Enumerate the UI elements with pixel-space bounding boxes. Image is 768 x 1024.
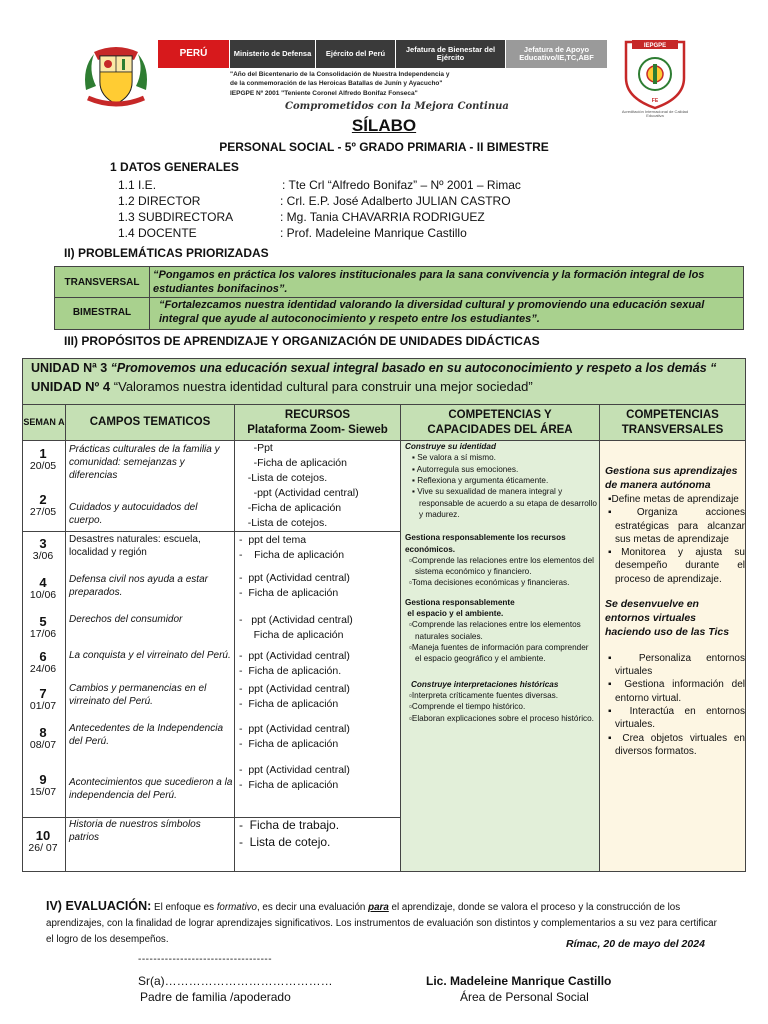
col-transversales-line2: TRANSVERSALES xyxy=(621,423,724,436)
datos-label: 1.2 DIRECTOR xyxy=(118,194,201,208)
units-table xyxy=(22,358,746,872)
week-number: 6 xyxy=(39,649,47,664)
motto: Comprometidos con la Mejora Continua xyxy=(285,101,509,112)
evaluacion-text: para xyxy=(368,902,389,913)
week-number: 10 xyxy=(35,828,51,843)
week-cell xyxy=(23,726,63,752)
transversal-label: TRANSVERSAL xyxy=(64,277,140,288)
transversal-item: ▪ Crea objetos virtuales en diversos formatos. xyxy=(608,732,745,757)
week-date: 24/06 xyxy=(29,663,57,676)
datos-value: : Mg. Tania CHAVARRIA RODRIGUEZ xyxy=(280,210,485,224)
transversal-item: ▪Monitorea y ajusta su desempeño durante el proceso de aprendizaje. xyxy=(608,547,745,585)
topic-item: Prácticas culturales de la familia y comunidad: semejanzas y diferencias xyxy=(69,444,220,482)
col-campos: CAMPOS TEMATICOS xyxy=(66,405,234,441)
transversal-item: ▪ Interactúa en entornos virtuales. xyxy=(608,706,745,731)
datos-label: 1.1 I.E. xyxy=(118,178,157,192)
topic-item: Historia de nuestros símbolos patrios xyxy=(69,819,201,844)
institutional-banner xyxy=(158,40,608,68)
bimestral-label: BIMESTRAL xyxy=(72,307,132,318)
evaluacion-text: el aprendizaje, donde se valora el proceso y la construcción de los aprendizajes, con la finalidad de lograr aprendizajes significativos. Los instrumentos de evaluación son distintos y complementarios a su vez para certificar el logro de los desempeños. xyxy=(46,902,717,945)
logo-right-fe: FE xyxy=(651,98,659,104)
evaluacion-heading: IV) EVALUACIÓN: xyxy=(46,899,152,913)
week-number: 4 xyxy=(39,575,47,590)
year-line-1: "Año del Bicentenario de la Consolidación de Nuestra Independencia y xyxy=(230,71,450,78)
week-date: 15/07 xyxy=(29,786,57,799)
week-cell xyxy=(23,773,63,799)
iepgpe-school-logo xyxy=(618,36,692,126)
week-number: 3 xyxy=(39,536,47,551)
evaluacion-text: , es decir una evaluación xyxy=(256,902,369,913)
col-transversales-line1: COMPETENCIAS xyxy=(626,409,719,422)
week-number: 5 xyxy=(39,614,47,629)
propositos-heading: III) PROPÓSITOS DE APRENDIZAJE Y ORGANIZACIÓN DE UNIDADES DIDÁCTICAS xyxy=(64,334,540,348)
transversal-item: ▪ Personaliza entornos virtuales xyxy=(608,652,745,678)
week-date: 10/06 xyxy=(29,589,57,602)
resource-list: -Ppt -Ficha de aplicación -Lista de cotejos. -ppt (Actividad central) -Ficha de aplicación -Lista de cotejos. xyxy=(247,442,359,529)
transversal-text: “Pongamos en práctica los valores institucionales para la sana convivencia y la formación integral de los estudiantes bonifacinos”. xyxy=(153,269,705,295)
col-competencias-line1: COMPETENCIAS Y xyxy=(448,409,552,422)
divider xyxy=(599,405,600,871)
datos-label: 1.4 DOCENTE xyxy=(118,226,197,240)
resource-list: - ppt (Actividad central) Ficha de aplicación xyxy=(239,614,353,641)
evaluacion-text: El enfoque es xyxy=(151,902,217,913)
week-date: 20/05 xyxy=(29,460,57,473)
capacidad-item: ▪ Reflexiona y argumenta éticamente. xyxy=(412,475,549,485)
capacidad-item: ▫Comprende las relaciones entre los elementos del sistema económico y financiero. xyxy=(409,555,594,577)
transversal-title: Gestiona sus aprendizajes de manera autónoma xyxy=(605,465,738,491)
week-number: 9 xyxy=(39,772,47,787)
year-line-2: de la conmemoración de las Heroicas Batallas de Junín y Ayacucho" xyxy=(230,80,443,87)
topic-item: Derechos del consumidor xyxy=(69,614,183,625)
datos-heading: 1 DATOS GENERALES xyxy=(110,160,239,174)
capacidad-item: ▫Maneja fuentes de información para comprender el espacio geográfico y el ambiente. xyxy=(409,643,589,664)
topic-item: La conquista y el virreinato del Perú. xyxy=(69,650,231,661)
unit-3-text: “Promovemos una educación sexual integral basado en su autoconocimiento y respeto a los demás “ xyxy=(110,361,717,375)
problematicas-table xyxy=(54,266,744,330)
col-competencias xyxy=(401,405,599,441)
resource-list: - ppt (Actividad central) - Ficha de aplicación xyxy=(239,764,350,791)
divider xyxy=(400,405,401,871)
week-number: 2 xyxy=(39,492,47,507)
week-number: 7 xyxy=(39,686,47,701)
banner-peru: PERÚ xyxy=(158,40,230,68)
banner-jefatura-bienestar: Jefatura de Bienestar del Ejército xyxy=(396,40,506,68)
resource-list: - ppt (Actividad central) - Ficha de aplicación. xyxy=(239,650,350,677)
evaluacion-text: formativo xyxy=(216,902,257,913)
week-cell xyxy=(23,493,63,519)
school-line: IEPGPE Nº 2001 "Teniente Coronel Alfredo Bonifaz Fonseca" xyxy=(230,90,418,97)
page-subtitle: PERSONAL SOCIAL - 5º GRADO PRIMARIA - II BIMESTRE xyxy=(219,140,549,154)
unit-3-label: UNIDAD Nª 3 xyxy=(31,361,108,375)
week-number: 1 xyxy=(39,446,47,461)
capacidad-item: ▪ Vive su sexualidad de manera integral y responsable de acuerdo a su etapa de desarrollo y madurez. xyxy=(412,487,597,519)
logo-right-caption: Acreditación Internacional de Calidad Educativa xyxy=(621,110,689,119)
transversales-block xyxy=(605,465,745,758)
datos-value: : Prof. Madeleine Manrique Castillo xyxy=(280,226,467,240)
transversal-item: ▪Organiza acciones estratégicas para alcanzar sus metas de aprendizaje xyxy=(608,507,745,545)
capacidad-item: ▫Comprende las relaciones entre los elementos naturales sociales. xyxy=(409,620,581,641)
topic-item: Acontecimientos que sucedieron a la independencia del Perú. xyxy=(69,777,233,802)
topic-item: Defensa civil nos ayuda a estar preparados. xyxy=(69,574,208,599)
transversal-title: Se desenvuelve en entornos virtuales haciendo uso de las Tics xyxy=(605,597,730,638)
col-recursos-line1: RECURSOS xyxy=(284,409,351,422)
week-date: 26/ 07 xyxy=(28,842,58,855)
topic-item: Desastres naturales: escuela, localidad y región xyxy=(69,534,201,559)
units-header xyxy=(23,359,745,405)
transversal-item: ▪Define metas de aprendizaje xyxy=(608,493,739,505)
teacher-signature-role: Área de Personal Social xyxy=(460,990,589,1004)
resource-list: - ppt (Actividad central) - Ficha de aplicación xyxy=(239,572,350,599)
topic-item: Cambios y permanencias en el virreinato del Perú. xyxy=(69,683,207,708)
week-date: 01/07 xyxy=(29,700,57,713)
teacher-signature-name: Lic. Madeleine Manrique Castillo xyxy=(426,974,612,988)
week-date: 27/05 xyxy=(29,506,57,519)
unit-4-line xyxy=(31,379,533,394)
resource-list: - ppt del tema - Ficha de aplicación xyxy=(239,534,345,561)
competencia-title: Gestiona responsablemente xyxy=(405,597,515,607)
datos-label: 1.3 SUBDIRECTORA xyxy=(118,210,234,224)
peru-coat-of-arms-logo xyxy=(78,38,154,114)
week-cell xyxy=(23,687,63,713)
week-cell xyxy=(23,576,63,602)
competencia-title: Gestiona responsablemente los recursos económicos. xyxy=(405,533,566,554)
capacidad-item: ▫Comprende el tiempo histórico. xyxy=(409,702,526,712)
week-date: 17/06 xyxy=(29,628,57,641)
logo-right-label: IEPGPE xyxy=(643,43,667,49)
datos-value: : Crl. E.P. José Adalberto JULIAN CASTRO xyxy=(280,194,511,208)
parent-signature-name: Sr(a)…………………………………… xyxy=(138,974,333,988)
week-cell xyxy=(23,615,63,641)
col-semana: SEMAN A xyxy=(23,405,65,441)
topic-item: Antecedentes de la Independencia del Perú. xyxy=(69,723,224,748)
divider xyxy=(149,267,150,329)
week-cell xyxy=(23,829,63,855)
week-number: 8 xyxy=(39,725,47,740)
capacidad-item: ▫Interpreta críticamente fuentes diversas. xyxy=(409,690,558,700)
week-cell xyxy=(23,447,63,473)
transversal-item: ▪ Gestiona información del entorno virtual. xyxy=(608,679,745,704)
capacidad-item: ▪ Se valora a sí mismo. xyxy=(412,453,496,463)
divider xyxy=(23,531,400,532)
unit-4-text: “Valoramos nuestra identidad cultural para construir una mejor sociedad” xyxy=(113,379,533,394)
competencia-title: Construye su identidad xyxy=(405,442,496,451)
resource-list: - ppt (Actividad central) - Ficha de aplicación xyxy=(239,723,350,750)
col-transversales xyxy=(600,405,745,441)
bimestral-text: “Fortalezcamos nuestra identidad valorando la diversidad cultural y promoviendo una educación sexual integral que ayude al autoconocimiento y respeto entre los estudiantes”. xyxy=(159,299,705,325)
datos-value: : Tte Crl “Alfredo Bonifaz” – Nº 2001 – Rimac xyxy=(282,178,521,192)
week-cell xyxy=(23,537,63,563)
parent-signature-role: Padre de familia /apoderado xyxy=(140,990,291,1004)
document-date: Rímac, 20 de mayo del 2024 xyxy=(566,938,705,950)
resource-list: - ppt (Actividad central) - Ficha de aplicación xyxy=(239,683,350,710)
topic-item: Cuidados y autocuidados del cuerpo. xyxy=(69,502,198,527)
competencias-block xyxy=(405,441,597,724)
signature-line: ----------------------------------- xyxy=(138,954,273,965)
col-recursos xyxy=(235,405,400,441)
problematicas-heading: II) PROBLEMÁTICAS PRIORIZADAS xyxy=(64,246,269,260)
banner-jefatura-apoyo: Jefatura de Apoyo Educativo/IE,TC,ABF xyxy=(506,40,608,68)
capacidad-item: ▫Elaboran explicaciones sobre el proceso histórico. xyxy=(409,713,594,723)
unit-3-line xyxy=(31,361,716,375)
resource-list: - Ficha de trabajo. - Lista de cotejo. xyxy=(239,818,340,850)
competencia-title: Construye interpretaciones históricas xyxy=(411,679,559,689)
week-date: 3/06 xyxy=(32,550,54,563)
week-date: 08/07 xyxy=(29,739,57,752)
divider xyxy=(55,297,743,298)
divider xyxy=(65,405,66,871)
page-title: SÍLABO xyxy=(351,116,417,135)
capacidad-item: ▪ Autorregula sus emociones. xyxy=(412,464,519,474)
col-recursos-line2: Plataforma Zoom- Sieweb xyxy=(247,423,388,436)
week-cell xyxy=(23,650,63,676)
unit-4-label: UNIDAD Nº 4 xyxy=(31,379,111,394)
competencia-title: el espacio y el ambiente. xyxy=(405,609,504,619)
capacidad-item: ▫Toma decisiones económicas y financieras. xyxy=(409,578,570,588)
col-competencias-line2: CAPACIDADES DEL ÁREA xyxy=(427,423,573,436)
banner-ministerio: Ministerio de Defensa xyxy=(230,40,316,68)
divider xyxy=(234,405,235,871)
banner-ejercito: Ejército del Perú xyxy=(316,40,396,68)
